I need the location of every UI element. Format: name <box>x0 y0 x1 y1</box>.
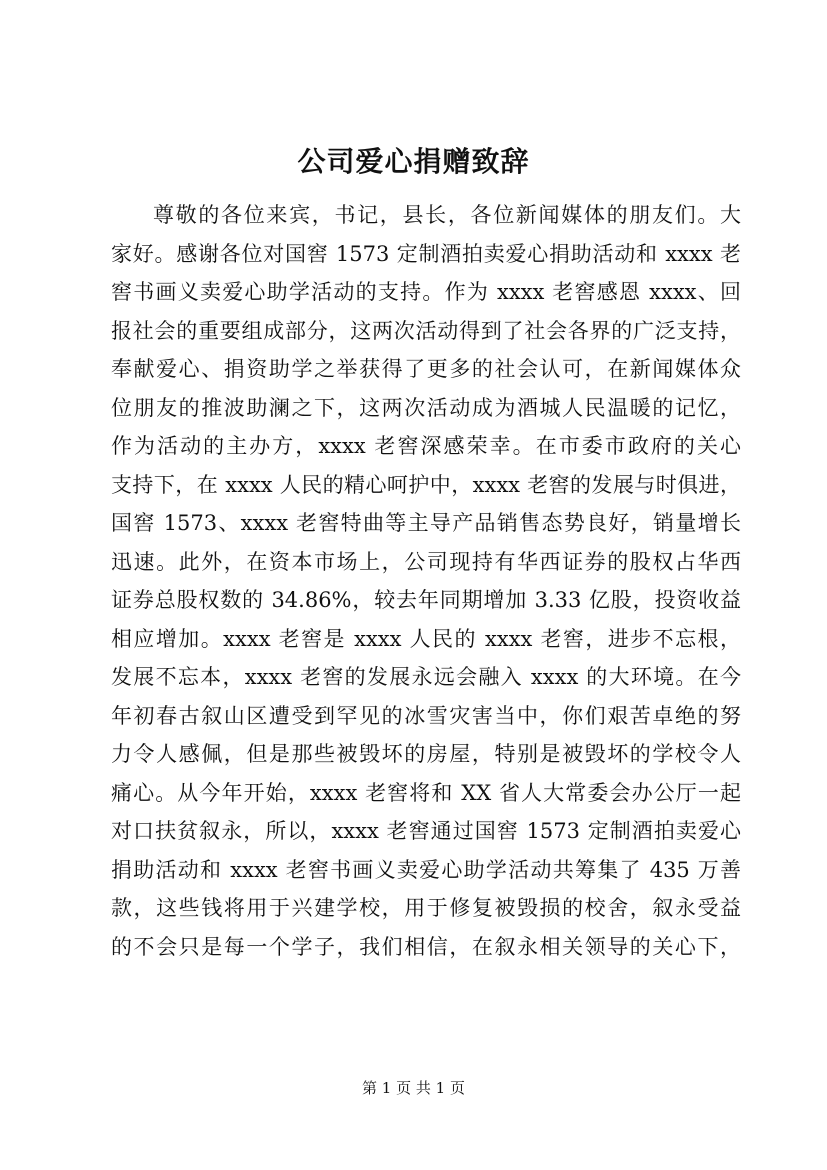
body-line: 作为活动的主办方，xxxx 老窖深感荣幸。在市委市政府的关心 <box>111 434 741 458</box>
body-line: 国窖 1573、xxxx 老窖特曲等主导产品销售态势良好，销量增长 <box>111 511 741 535</box>
body-line: 报社会的重要组成部分，这两次活动得到了社会各界的广泛支持， <box>111 318 741 343</box>
body-line: 相应增加。xxxx 老窖是 xxxx 人民的 xxxx 老窖，进步不忘根， <box>111 626 741 651</box>
body-line: 的不会只是每一个学子，我们相信，在叙永相关领导的关心下， <box>111 934 741 959</box>
page-footer: 第 1 页 共 1 页 <box>362 1079 465 1097</box>
body-line: 发展不忘本，xxxx 老窖的发展永远会融入 xxxx 的大环境。在今 <box>111 665 741 689</box>
body-line: 奉献爱心、捐资助学之举获得了更多的社会认可，在新闻媒体众 <box>111 357 741 381</box>
body-line: 年初春古叙山区遭受到罕见的冰雪灾害当中，你们艰苦卓绝的努 <box>111 703 741 728</box>
body-line: 证券总股权数的 34.86%，较去年同期增加 3.33 亿股，投资收益 <box>111 588 741 612</box>
document-title: 公司爱心捐赠致辞 <box>297 145 530 178</box>
body-line: 款，这些钱将用于兴建学校，用于修复被毁损的校舍，叙永受益 <box>111 896 741 920</box>
body-line: 支持下，在 xxxx 人民的精心呵护中，xxxx 老窖的发展与时俱进， <box>111 472 741 497</box>
body-line: 对口扶贫叙永，所以，xxxx 老窖通过国窖 1573 定制酒拍卖爱心 <box>111 819 741 843</box>
document-body <box>111 196 741 966</box>
body-line: 迅速。此外，在资本市场上，公司现持有华西证券的股权占华西 <box>111 549 741 574</box>
body-line: 家好。感谢各位对国窖 1573 定制酒拍卖爱心捐助活动和 xxxx 老 <box>111 241 741 266</box>
body-line: 位朋友的推波助澜之下，这两次活动成为酒城人民温暖的记忆， <box>111 395 741 420</box>
body-line: 捐助活动和 xxxx 老窖书画义卖爱心助学活动共筹集了 435 万善 <box>111 857 741 882</box>
body-line: 痛心。从今年开始，xxxx 老窖将和 XX 省人大常委会办公厅一起 <box>111 780 741 805</box>
body-line: 力令人感佩，但是那些被毁坏的房屋，特别是被毁坏的学校令人 <box>111 742 741 766</box>
body-line: 窖书画义卖爱心助学活动的支持。作为 xxxx 老窖感恩 xxxx、回 <box>111 280 741 304</box>
body-line: 尊敬的各位来宾，书记，县长，各位新闻媒体的朋友们。大 <box>153 203 741 227</box>
